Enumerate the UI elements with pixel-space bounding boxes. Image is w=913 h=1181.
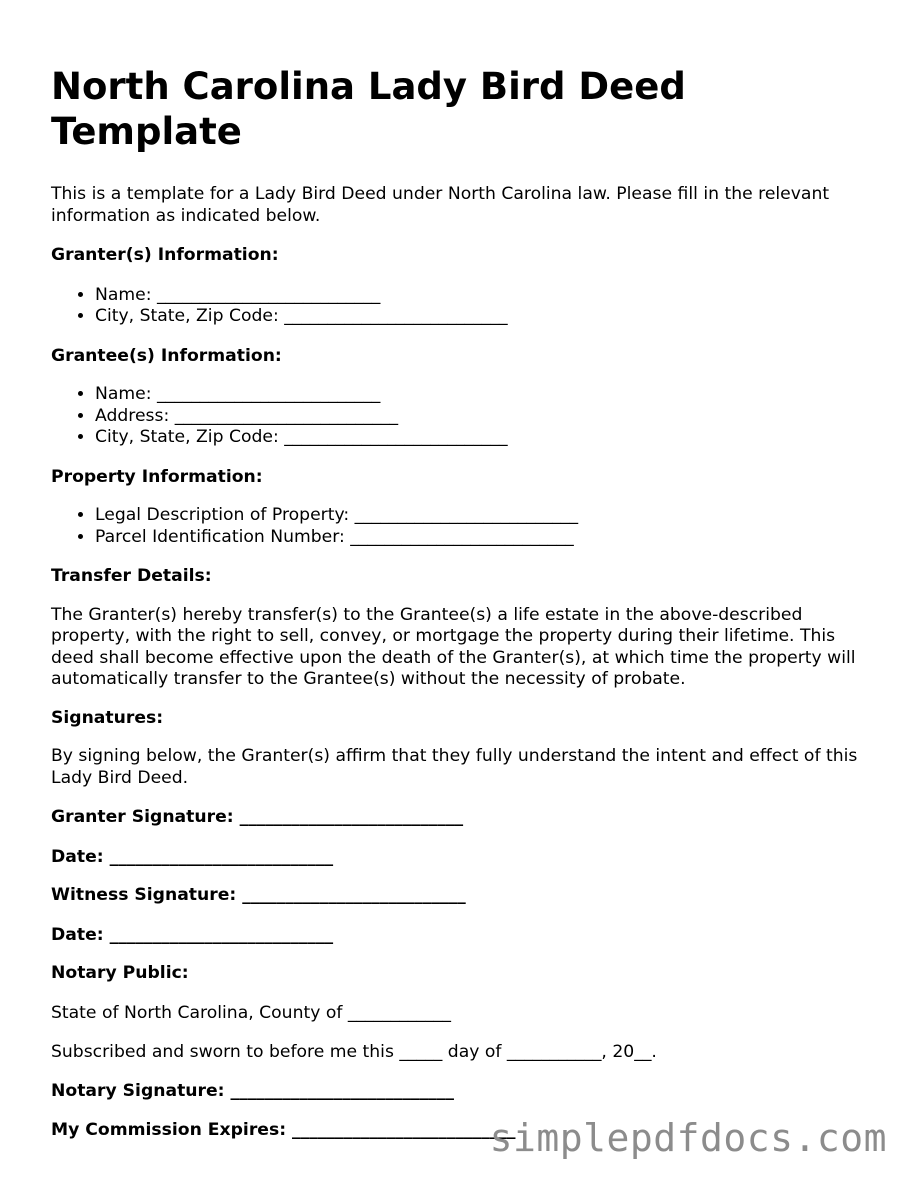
grantee-heading: Grantee(s) Information:	[51, 345, 282, 366]
notary-heading: Notary Public:	[51, 963, 189, 983]
commission-expires-line: My Commission Expires: __________________________	[51, 1120, 516, 1140]
property-list	[51, 505, 881, 548]
notary-county-line: State of North Carolina, County of ____________	[51, 1002, 451, 1023]
granter-list	[51, 285, 881, 328]
grantee-name-field: • Name: __________________________	[95, 384, 881, 406]
notary-signature-line: Notary Signature: __________________________	[51, 1080, 454, 1101]
signatures-paragraph: By signing below, the Granter(s) affirm that they fully understand the intent and effect of this Lady Bird Deed.	[51, 746, 858, 788]
transfer-heading: Transfer Details:	[51, 566, 212, 586]
signatures-heading: Signatures:	[51, 707, 164, 728]
witness-signature-line: Witness Signature: __________________________	[51, 885, 466, 905]
transfer-paragraph: The Granter(s) hereby transfer(s) to the Grantee(s) a life estate in the above-described property, with the right to sell, convey, or mortgage the property during their lifetime. This deed shall become effective upon the death of the Granter(s), at which time the property will automatically transfer to the Grantee(s) without the necessity of probate.	[51, 604, 856, 689]
property-heading: Property Information:	[51, 466, 263, 487]
watermark: simplepdfdocs.com	[489, 1116, 887, 1160]
granter-heading: Granter(s) Information:	[51, 245, 279, 265]
grantee-city-field: • City, State, Zip Code: __________________________	[95, 427, 881, 449]
legal-description-field: • Legal Description of Property: __________________________	[95, 505, 881, 527]
grantee-address-field: • Address: __________________________	[95, 406, 881, 428]
witness-date-line: Date: __________________________	[51, 924, 334, 945]
granter-city-field: • City, State, Zip Code: __________________________	[95, 306, 881, 328]
page-title: North Carolina Lady Bird Deed Template	[51, 65, 686, 153]
granter-date-line: Date: __________________________	[51, 846, 334, 867]
intro-paragraph: This is a template for a Lady Bird Deed under North Carolina law. Please fill in the relevant information as indicated below.	[51, 184, 830, 226]
grantee-list	[51, 384, 881, 449]
parcel-number-field: • Parcel Identification Number: __________________________	[95, 527, 881, 549]
document-page	[51, 60, 881, 1142]
granter-name-field: • Name: __________________________	[95, 285, 881, 307]
granter-signature-line: Granter Signature: __________________________	[51, 807, 464, 827]
notary-sworn-line: Subscribed and sworn to before me this _____ day of ___________, 20__.	[51, 1042, 657, 1062]
